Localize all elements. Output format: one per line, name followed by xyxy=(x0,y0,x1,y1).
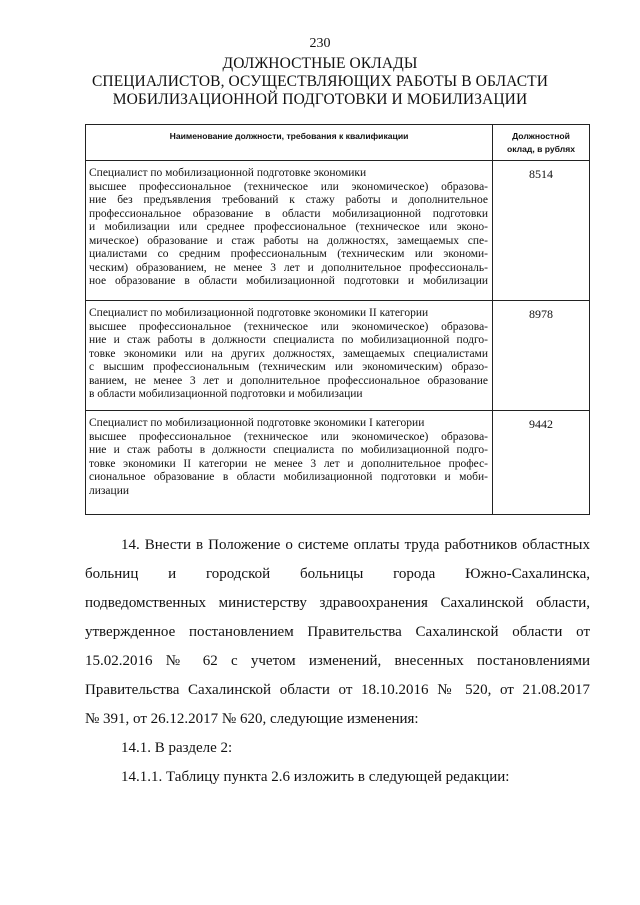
desc-line: ние и стаж работы в должности специалиста по мобилизационной подго- xyxy=(89,444,488,456)
position-description xyxy=(86,411,493,515)
salary-value: 8514 xyxy=(493,161,590,301)
title-line: МОБИЛИЗАЦИОННОЙ ПОДГОТОВКИ И МОБИЛИЗАЦИИ xyxy=(112,91,528,108)
desc-line: высшее профессиональное (техническое или экономическое) образова- xyxy=(89,180,488,193)
desc-line: ние и стаж работы в должности специалиста по мобилизационной подго- xyxy=(89,334,488,346)
desc-line: высшее профессиональное (техническое или экономическое) образова- xyxy=(89,320,488,333)
table-row xyxy=(86,411,590,515)
desc-line: товке экономики II категории не менее 3 лет и дополнительное профес- xyxy=(89,457,488,470)
desc-line: товке экономики или на других должностях, замещаемых специалистами xyxy=(89,347,488,360)
page-number: 230 xyxy=(309,36,331,51)
paragraph-line: Правительства Сахалинской области от 18.10.2016 № 520, от 21.08.2017 xyxy=(85,682,590,698)
table-header-row xyxy=(86,125,590,161)
position-description xyxy=(86,301,493,411)
table-row xyxy=(86,301,590,411)
header-salary: Должностной оклад, в рублях xyxy=(493,125,590,161)
paragraph-line: больниц и городской больницы города Южно-Сахалинска, xyxy=(85,566,590,582)
desc-line: с высшим профессиональным (техническим или экономическим) образо- xyxy=(89,361,488,373)
title-line: ДОЛЖНОСТНЫЕ ОКЛАДЫ xyxy=(222,55,418,72)
position-description xyxy=(86,161,493,301)
desc-line: высшее профессиональное (техническое или экономическое) образова- xyxy=(89,430,488,443)
desc-line: Специалист по мобилизационной подготовке экономики II категории xyxy=(89,307,429,319)
salary-value: 8978 xyxy=(493,301,590,411)
desc-line: Специалист по мобилизационной подготовке экономики xyxy=(89,167,367,179)
desc-line: профессиональное образование в области мобилизационной подготовки xyxy=(89,207,488,220)
desc-line: ческим) образованием, не менее 3 лет и дополнительное профессиональ- xyxy=(89,261,488,274)
desc-line: в области мобилизационной подготовки и мобилизации xyxy=(89,388,363,400)
desc-line: лизации xyxy=(89,484,130,497)
paragraph-14 xyxy=(85,531,590,792)
salary-value: 9442 xyxy=(493,411,590,515)
paragraph-line: утвержденное постановлением Правительства Сахалинской области от xyxy=(85,624,590,640)
desc-line: ние без предъявления требований к стажу работы и дополнительное xyxy=(89,194,488,206)
desc-line: ванием, не менее 3 лет и дополнительное профессиональное образование xyxy=(89,374,488,387)
desc-line: и мобилизации или среднее профессиональное (техническое или эконо- xyxy=(89,221,488,233)
document-title xyxy=(0,55,640,109)
desc-line: ное образование в области мобилизационной подготовки и мобилизации xyxy=(89,275,488,287)
paragraph-line: подведомственных министерству здравоохранения Сахалинской области, xyxy=(85,595,590,611)
paragraph-line: 14. Внести в Положение о системе оплаты труда работников областных xyxy=(121,537,590,553)
salary-table xyxy=(85,124,590,515)
header-position-name: Наименование должности, требования к квалификации xyxy=(86,125,493,161)
table-row xyxy=(86,161,590,301)
paragraph-line: № 391, от 26.12.2017 № 620, следующие изменения: xyxy=(85,711,419,727)
desc-line: сиональное образование в области мобилизационной подготовки и моби- xyxy=(89,471,488,483)
paragraph-line: 15.02.2016 № 62 с учетом изменений, внесенных постановлениями xyxy=(85,653,590,669)
desc-line: Специалист по мобилизационной подготовке экономики I категории xyxy=(89,417,425,429)
desc-line: мическое) образование и стаж работы на должностях, замещаемых спе- xyxy=(89,234,488,247)
desc-line: циалистами со средним профессиональным (техническим или экономи- xyxy=(89,248,488,260)
paragraph-14-1-1: 14.1.1. Таблицу пункта 2.6 изложить в следующей редакции: xyxy=(121,769,510,785)
title-line: СПЕЦИАЛИСТОВ, ОСУЩЕСТВЛЯЮЩИХ РАБОТЫ В ОБЛАСТИ xyxy=(91,73,549,90)
paragraph-14-1: 14.1. В разделе 2: xyxy=(121,740,233,756)
